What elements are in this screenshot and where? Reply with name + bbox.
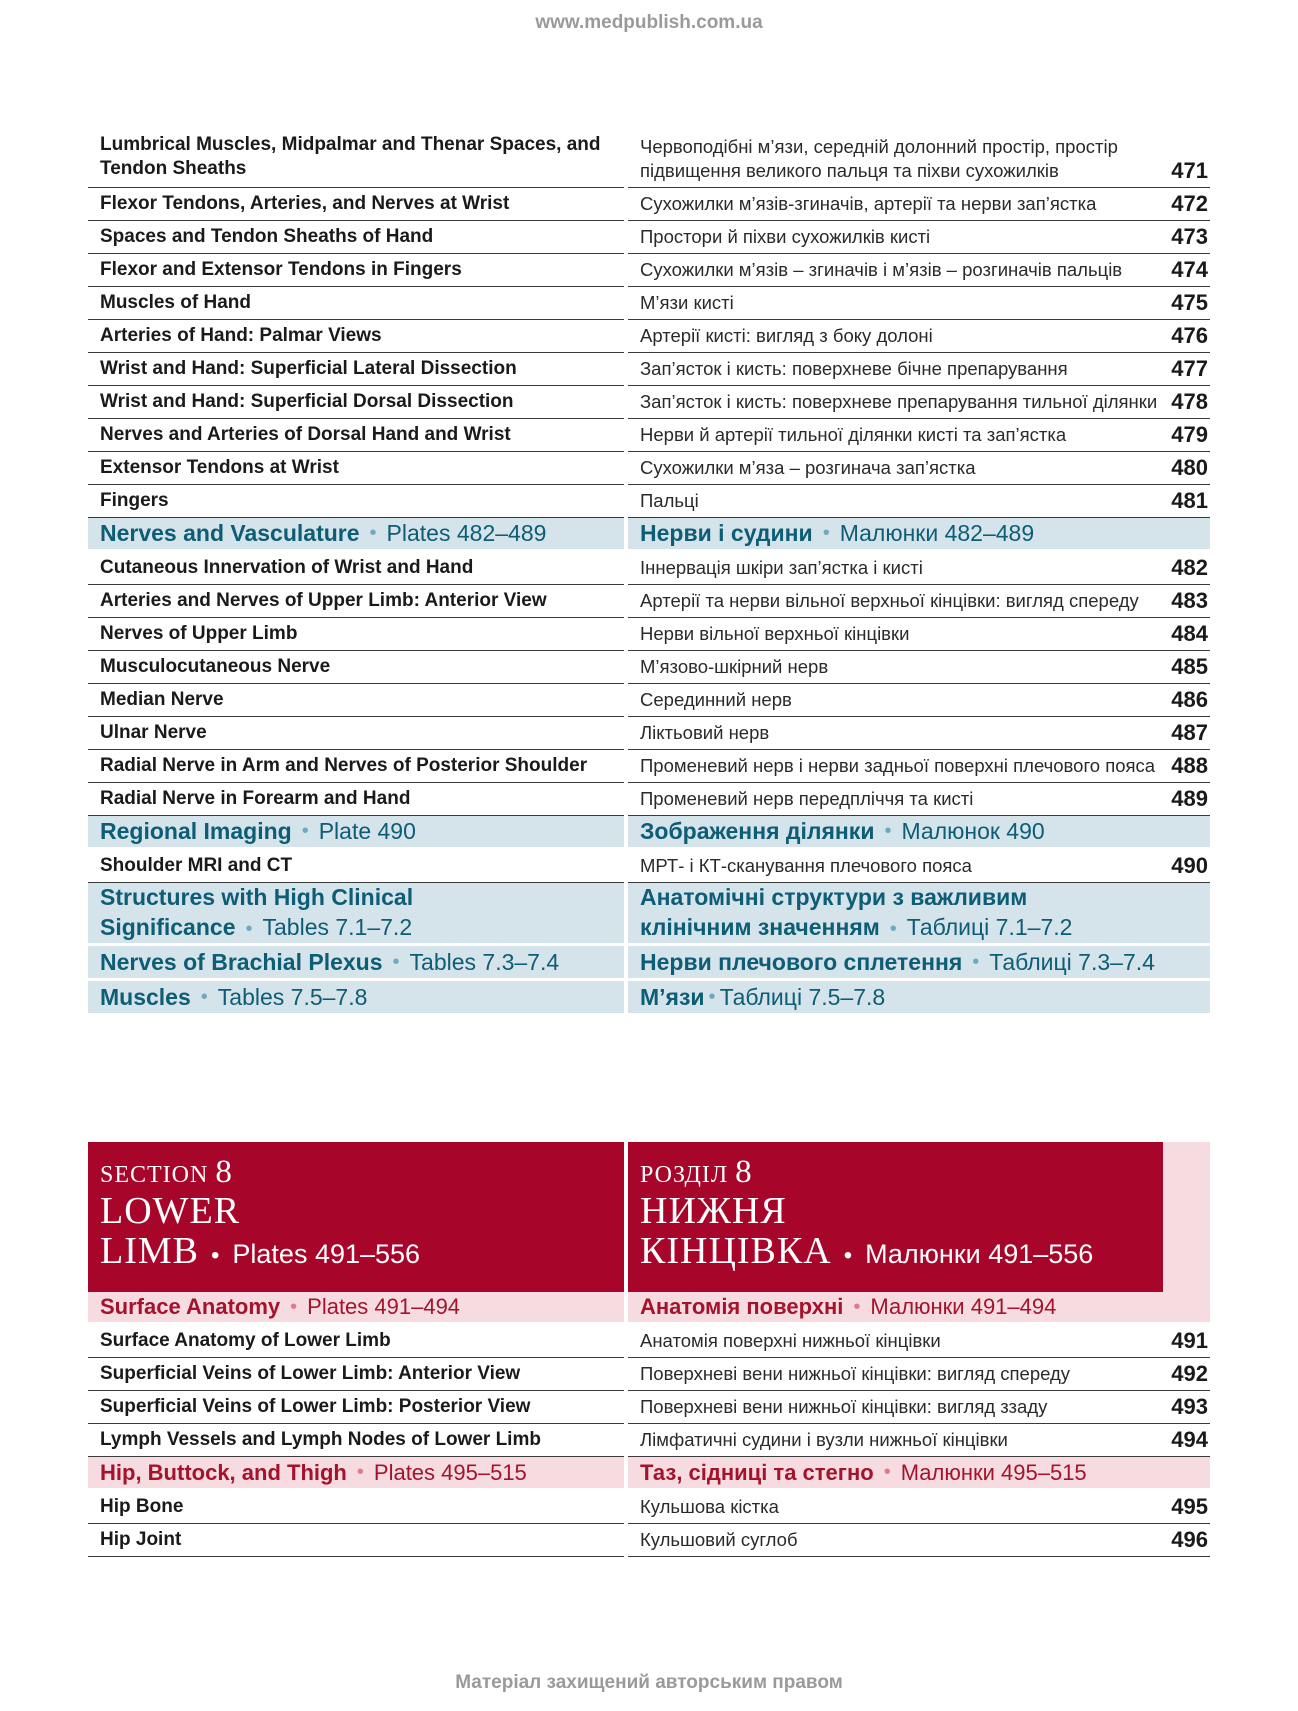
subsection-plates-uk: Малюнки 495–515	[900, 1459, 1087, 1485]
entry-cell-uk	[628, 129, 1210, 188]
page-number: 494	[1171, 1427, 1208, 1452]
section-title-uk-line2: КІНЦІВКА	[640, 1230, 832, 1272]
entry-title-uk: Артерії кисті: вигляд з боку долоні	[640, 325, 933, 346]
subsection-title-en: Surface Anatomy	[100, 1294, 281, 1319]
entry-title-en: Hip Bone	[88, 1491, 624, 1524]
toc-entry	[88, 1524, 1210, 1557]
subsection-title-uk-line1: Анатомічні структури з важливим	[640, 884, 1028, 910]
page-number: 483	[1171, 588, 1208, 613]
toc-entry	[88, 452, 1210, 485]
entry-cell-uk	[628, 320, 1210, 353]
entry-title-en: Extensor Tendons at Wrist	[88, 452, 624, 485]
subsection-title-en: Muscles	[100, 983, 191, 1010]
toc-entry	[88, 386, 1210, 419]
subsection-title-uk: Зображення ділянки	[640, 818, 875, 844]
entry-cell-uk	[628, 618, 1210, 651]
page-number: 484	[1171, 621, 1208, 646]
subsection-title-uk: М’язи	[640, 983, 705, 1010]
entry-cell-uk	[628, 717, 1210, 750]
section-title-en-line1: LOWER	[100, 1190, 241, 1232]
entry-cell-uk	[628, 1491, 1210, 1524]
section-label-uk: РОЗДІЛ	[640, 1162, 729, 1188]
entry-title-uk: Променевий нерв і нерви задньої поверхні плечового пояса	[640, 755, 1156, 776]
subsection-cell-uk	[628, 946, 1210, 981]
toc-entry	[88, 618, 1210, 651]
toc-entry	[88, 717, 1210, 750]
bullet-icon: •	[884, 820, 892, 842]
entry-cell-uk	[628, 651, 1210, 684]
subsection-title-en-line1: Structures with High Clinical	[100, 884, 414, 910]
entry-title-en: Radial Nerve in Arm and Nerves of Posterior Shoulder	[88, 750, 624, 783]
entry-title-en: Musculocutaneous Nerve	[88, 651, 624, 684]
subsection-plates-en: Tables 7.1–7.2	[262, 914, 413, 940]
subsection-header-pink	[88, 1457, 1210, 1491]
subsection-cell-uk	[628, 1292, 1210, 1325]
subsection-plates-uk: Таблиці 7.3–7.4	[989, 948, 1155, 975]
entry-cell-uk	[628, 585, 1210, 618]
subsection-plates-uk: Малюнки 482–489	[839, 520, 1035, 546]
page-number: 475	[1171, 290, 1208, 315]
page-number: 490	[1171, 853, 1208, 878]
subsection-title-block-en	[100, 882, 413, 944]
section-banner-tail	[1163, 1142, 1210, 1292]
page-number: 480	[1171, 455, 1208, 480]
entry-cell-uk	[628, 552, 1210, 585]
page-number: 473	[1171, 224, 1208, 249]
entry-title-uk: Простори й піхви сухожилків кисті	[640, 226, 931, 247]
page-number: 472	[1171, 191, 1208, 216]
subsection-plates-en: Tables 7.5–7.8	[217, 983, 368, 1010]
bullet-icon: •	[301, 820, 309, 842]
bullet-icon: •	[708, 985, 716, 1008]
toc-entry	[88, 353, 1210, 386]
subsection-plates-uk: Таблиці 7.5–7.8	[719, 983, 886, 1010]
subsection-plates-en: Plate 490	[318, 818, 416, 844]
entry-cell-uk	[628, 353, 1210, 386]
entry-title-uk: Серединний нерв	[640, 689, 792, 710]
page-number: 482	[1171, 555, 1208, 580]
toc-table-top	[88, 129, 1210, 1016]
toc-entry	[88, 783, 1210, 816]
entry-title-uk: Анатомія поверхні нижньої кінцівки	[640, 1330, 941, 1351]
entry-cell-uk	[628, 1391, 1210, 1424]
bullet-icon: •	[883, 1461, 891, 1483]
entry-title-uk: Іннервація шкіри зап’ястка і кисті	[640, 557, 923, 578]
entry-cell-uk	[628, 485, 1210, 518]
toc-entry	[88, 419, 1210, 452]
toc-table-bottom	[88, 1292, 1210, 1557]
toc-entry	[88, 1325, 1210, 1358]
toc-entry	[88, 320, 1210, 353]
bullet-icon: •	[822, 522, 830, 544]
bullet-icon: •	[843, 1242, 854, 1269]
page-number: 486	[1171, 687, 1208, 712]
entry-title-uk: Зап’ясток і кисть: поверхневе бічне препарування	[640, 358, 1068, 379]
entry-cell-uk	[628, 1325, 1210, 1358]
bullet-icon: •	[972, 950, 980, 973]
toc-entry	[88, 585, 1210, 618]
subsection-cell-en	[88, 816, 624, 850]
page-number: 489	[1171, 786, 1208, 811]
page-number: 476	[1171, 323, 1208, 348]
entry-cell-uk	[628, 1358, 1210, 1391]
copyright-note: Матеріал захищений авторським правом	[455, 1672, 843, 1693]
subsection-cell-en	[88, 981, 624, 1016]
entry-title-en: Spaces and Tendon Sheaths of Hand	[88, 221, 624, 254]
subsection-cell-uk	[628, 518, 1210, 552]
entry-cell-uk	[628, 684, 1210, 717]
page-number: 477	[1171, 356, 1208, 381]
subsection-title-en: Hip, Buttock, and Thigh	[100, 1459, 347, 1485]
bullet-icon: •	[245, 918, 253, 940]
section-heading-uk	[628, 1142, 1163, 1292]
page-number: 491	[1171, 1328, 1208, 1353]
bullet-icon: •	[200, 985, 208, 1008]
toc-entry	[88, 129, 1210, 188]
entry-title-en: Superficial Veins of Lower Limb: Anterior View	[88, 1358, 624, 1391]
section-banner	[88, 1142, 1210, 1292]
toc-entry	[88, 221, 1210, 254]
subsection-title-en: Nerves and Vasculature	[100, 520, 360, 546]
subsection-plates-uk: Малюнки 491–494	[870, 1294, 1057, 1319]
bullet-icon: •	[392, 950, 400, 973]
section-label-en: SECTION	[100, 1162, 209, 1188]
page-number: 492	[1171, 1361, 1208, 1386]
subsection-plates-uk: Малюнок 490	[901, 818, 1045, 844]
subsection-plates-en: Plates 482–489	[386, 520, 547, 546]
section-title-uk-line1: НИЖНЯ	[640, 1190, 787, 1232]
entry-title-en: Ulnar Nerve	[88, 717, 624, 750]
section-number-en: 8	[215, 1154, 233, 1190]
entry-title-en: Cutaneous Innervation of Wrist and Hand	[88, 552, 624, 585]
entry-title-en: Lumbrical Muscles, Midpalmar and Thenar Spaces, and Tendon Sheaths	[88, 129, 624, 188]
entry-title-uk: Поверхневі вени нижньої кінцівки: вигляд ззаду	[640, 1396, 1048, 1417]
subsection-plates-en: Plates 495–515	[373, 1459, 527, 1485]
subsection-cell-uk	[628, 981, 1210, 1016]
page-number: 474	[1171, 257, 1208, 282]
subsection-cell-uk	[628, 883, 1210, 946]
entry-title-en: Nerves and Arteries of Dorsal Hand and Wrist	[88, 419, 624, 452]
entry-title-uk: Нерви й артерії тильної ділянки кисті та зап’ястка	[640, 424, 1067, 445]
subsection-plates-en: Plates 491–494	[307, 1294, 461, 1319]
entry-title-uk: Кульшовий суглоб	[640, 1529, 798, 1550]
page-number: 495	[1171, 1494, 1208, 1519]
entry-title-uk: Нерви вільної верхньої кінцівки	[640, 623, 910, 644]
subsection-title-en-line2: Significance	[100, 914, 236, 940]
toc-entry	[88, 850, 1210, 883]
toc-entry	[88, 287, 1210, 320]
entry-cell-uk	[628, 221, 1210, 254]
entry-title-en: Arteries and Nerves of Upper Limb: Anterior View	[88, 585, 624, 618]
subsection-title-uk: Таз, сідниці та стегно	[640, 1459, 874, 1485]
subsection-title-block-uk	[640, 882, 1072, 944]
toc-entry	[88, 651, 1210, 684]
page-number: 496	[1171, 1527, 1208, 1552]
entry-title-en: Arteries of Hand: Palmar Views	[88, 320, 624, 353]
entry-title-en: Surface Anatomy of Lower Limb	[88, 1325, 624, 1358]
entry-title-en: Nerves of Upper Limb	[88, 618, 624, 651]
page-number: 479	[1171, 422, 1208, 447]
toc-entry	[88, 254, 1210, 287]
entry-cell-uk	[628, 254, 1210, 287]
subsection-cell-en	[88, 946, 624, 981]
entry-title-uk: Сухожилки м’язів-згиначів, артерії та нерви зап’ястка	[640, 193, 1097, 214]
page-number: 478	[1171, 389, 1208, 414]
entry-title-uk: М’язи кисті	[640, 292, 734, 313]
entry-title-en: Radial Nerve in Forearm and Hand	[88, 783, 624, 816]
entry-title-uk: Лімфатичні судини і вузли нижньої кінцівки	[640, 1429, 1008, 1450]
entry-title-en: Superficial Veins of Lower Limb: Posterior View	[88, 1391, 624, 1424]
entry-title-uk: Поверхневі вени нижньої кінцівки: вигляд спереду	[640, 1363, 1071, 1384]
entry-title-uk: Ліктьовий нерв	[640, 722, 770, 743]
entry-title-uk: Кульшова кістка	[640, 1496, 779, 1517]
subsection-cell-uk	[628, 816, 1210, 850]
bullet-icon: •	[889, 918, 897, 940]
entry-title-uk: М’язово-шкірний нерв	[640, 656, 829, 677]
page-number: 485	[1171, 654, 1208, 679]
entry-title-en: Hip Joint	[88, 1524, 624, 1557]
subsection-cell-en	[88, 1292, 624, 1325]
entry-title-uk: Сухожилки м’язів – згиначів і м’язів – розгиначів пальців	[640, 259, 1123, 280]
entry-title-uk: Сухожилки м’яза – розгинача зап’ястка	[640, 457, 976, 478]
bullet-icon: •	[369, 522, 377, 544]
section-title-en-line2: LIMB	[100, 1230, 199, 1272]
entry-title-en: Wrist and Hand: Superficial Lateral Dissection	[88, 353, 624, 386]
bullet-icon: •	[853, 1295, 861, 1318]
subsection-title-uk: Нерви і судини	[640, 520, 813, 546]
subsection-header-pink	[88, 1292, 1210, 1325]
subsection-cell-en	[88, 883, 624, 946]
entry-title-en: Fingers	[88, 485, 624, 518]
subsection-cell-en	[88, 518, 624, 552]
source-url: www.medpublish.com.ua	[535, 12, 763, 33]
toc-entry	[88, 1491, 1210, 1524]
page-number: 493	[1171, 1394, 1208, 1419]
entry-title-uk: Променевий нерв передпліччя та кисті	[640, 788, 974, 809]
page-number: 487	[1171, 720, 1208, 745]
subsection-title-en: Regional Imaging	[100, 818, 292, 844]
subsection-cell-uk	[628, 1457, 1210, 1491]
toc-entry	[88, 552, 1210, 585]
page-number: 481	[1171, 488, 1208, 513]
entry-title-en: Muscles of Hand	[88, 287, 624, 320]
toc-entry	[88, 1424, 1210, 1457]
subsection-header	[88, 981, 1210, 1016]
toc-entry	[88, 485, 1210, 518]
entry-cell-uk	[628, 419, 1210, 452]
entry-cell-uk	[628, 850, 1210, 883]
entry-title-uk: Артерії та нерви вільної верхньої кінцівки: вигляд спереду	[640, 590, 1139, 611]
subsection-header	[88, 518, 1210, 552]
bullet-icon: •	[211, 1242, 221, 1269]
section-plates-en: Plates 491–556	[232, 1239, 421, 1269]
subsection-plates-en: Tables 7.3–7.4	[409, 948, 560, 975]
subsection-plates-uk: Таблиці 7.1–7.2	[906, 914, 1073, 940]
subsection-header	[88, 883, 1210, 946]
page-number: 471	[1171, 158, 1208, 183]
subsection-title-uk-line2: клінічним значенням	[640, 914, 880, 940]
entry-cell-uk	[628, 452, 1210, 485]
section-number-uk: 8	[735, 1154, 753, 1190]
entry-cell-uk	[628, 1424, 1210, 1457]
entry-title-uk: Зап’ясток і кисть: поверхневе препарування тильної ділянки	[640, 391, 1158, 412]
subsection-header	[88, 946, 1210, 981]
subsection-title-uk: Нерви плечового сплетення	[640, 948, 963, 975]
toc-entry	[88, 1358, 1210, 1391]
toc-entry	[88, 188, 1210, 221]
toc-entry	[88, 684, 1210, 717]
entry-cell-uk	[628, 287, 1210, 320]
page-number: 488	[1171, 753, 1208, 778]
entry-title-en: Lymph Vessels and Lymph Nodes of Lower Limb	[88, 1424, 624, 1457]
subsection-title-en: Nerves of Brachial Plexus	[100, 948, 383, 975]
bullet-icon: •	[290, 1295, 298, 1318]
subsection-cell-en	[88, 1457, 624, 1491]
entry-cell-uk	[628, 783, 1210, 816]
section-heading-en	[88, 1142, 624, 1292]
entry-title-en: Wrist and Hand: Superficial Dorsal Dissection	[88, 386, 624, 419]
entry-cell-uk	[628, 188, 1210, 221]
entry-title-en: Shoulder MRI and CT	[88, 850, 624, 883]
entry-title-uk: Пальці	[640, 490, 699, 511]
entry-title-en: Flexor Tendons, Arteries, and Nerves at Wrist	[88, 188, 624, 221]
entry-cell-uk	[628, 1524, 1210, 1557]
entry-cell-uk	[628, 386, 1210, 419]
subsection-title-uk: Анатомія поверхні	[640, 1294, 844, 1319]
entry-cell-uk	[628, 750, 1210, 783]
bullet-icon: •	[356, 1461, 364, 1483]
entry-title-uk: МРТ- і КТ-сканування плечового пояса	[640, 855, 972, 876]
subsection-header	[88, 816, 1210, 850]
entry-title-en: Median Nerve	[88, 684, 624, 717]
section-plates-uk: Малюнки 491–556	[865, 1239, 1094, 1269]
toc-entry	[88, 1391, 1210, 1424]
toc-entry	[88, 750, 1210, 783]
entry-title-uk: Червоподібні м’язи, середній долонний простір, простір підвищення великого пальця та піхви сухожилків	[640, 136, 1118, 181]
entry-title-en: Flexor and Extensor Tendons in Fingers	[88, 254, 624, 287]
